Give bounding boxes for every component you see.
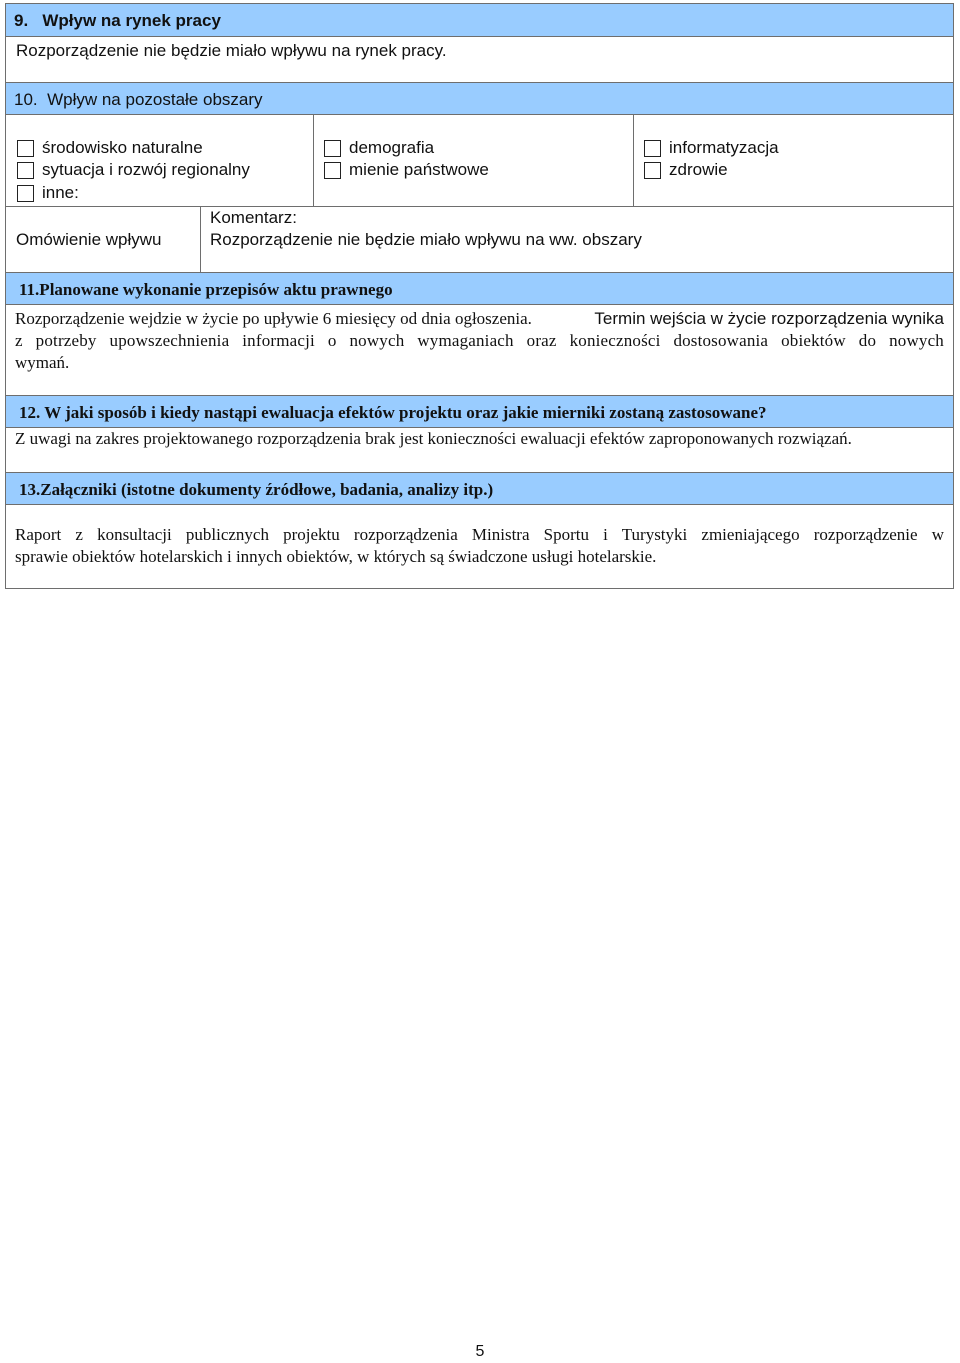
section-11-header bbox=[6, 272, 953, 305]
section-12-header bbox=[6, 395, 953, 428]
checkbox-zdrowie[interactable] bbox=[644, 162, 661, 179]
checkbox-label: sytuacja i rozwój regionalny bbox=[42, 160, 250, 179]
section-11-line1: Rozporządzenie wejdzie w życie po upływie 6 miesięcy od dnia ogłoszenia. bbox=[15, 309, 532, 328]
checkbox-mienie[interactable] bbox=[324, 162, 341, 179]
section-9-text: Rozporządzenie nie będzie miało wpływu na rynek pracy. bbox=[16, 41, 447, 60]
checkbox-label: demografia bbox=[349, 138, 435, 157]
checkbox-label: informatyzacja bbox=[669, 138, 779, 157]
section-13-line1: Raport z konsultacji publicznych projektu rozporządzenia Ministra Sportu i Turystyki zmieniającego rozporządzenie w bbox=[15, 525, 944, 544]
divider bbox=[313, 115, 314, 207]
checkbox-label: inne: bbox=[42, 183, 79, 202]
section-9-title: 9. Wpływ na rynek pracy bbox=[14, 11, 221, 30]
checkbox-sytuacja[interactable] bbox=[17, 162, 34, 179]
checkbox-label: zdrowie bbox=[669, 160, 728, 179]
divider bbox=[200, 206, 201, 272]
section-10-header bbox=[6, 82, 953, 115]
section-13-line2: sprawie obiektów hotelarskich i innych obiektów, w których są świadczone usługi hotelarskie. bbox=[15, 547, 657, 566]
section-13-text bbox=[15, 524, 944, 568]
divider bbox=[6, 206, 953, 207]
checkbox-demografia[interactable] bbox=[324, 140, 341, 157]
checkbox-label: mienie państwowe bbox=[349, 160, 489, 179]
section-11-line1b: Termin wejścia w życie rozporządzenia wynika bbox=[594, 309, 944, 328]
section-11-title: 11.Planowane wykonanie przepisów aktu prawnego bbox=[19, 280, 393, 299]
assessment-form bbox=[5, 3, 954, 589]
section-13-header bbox=[6, 472, 953, 505]
divider bbox=[633, 115, 634, 207]
section-13-title: 13.Załączniki (istotne dokumenty źródłowe, badania, analizy itp.) bbox=[19, 480, 494, 499]
omowienie-label: Omówienie wpływu bbox=[16, 230, 162, 249]
checkbox-label: środowisko naturalne bbox=[42, 138, 203, 157]
section-12-title: 12. W jaki sposób i kiedy nastąpi ewaluacja efektów projektu oraz jakie mierniki zostaną zastosowane? bbox=[19, 403, 767, 422]
section-12-text: Z uwagi na zakres projektowanego rozporządzenia brak jest konieczności ewaluacji efektów zaproponowanych rozwiązań. bbox=[15, 429, 852, 448]
section-11-text bbox=[15, 308, 944, 374]
checkbox-informatyzacja[interactable] bbox=[644, 140, 661, 157]
page-number: 5 bbox=[475, 1343, 485, 1360]
section-10-title: 10. Wpływ na pozostałe obszary bbox=[14, 90, 263, 109]
checkbox-inne[interactable] bbox=[17, 185, 34, 202]
section-11-line3: wymań. bbox=[15, 353, 70, 372]
section-9-header bbox=[6, 4, 953, 37]
section-11-line2: z potrzeby upowszechnienia informacji o nowych wymaganiach oraz konieczności dostosowania obiektów do nowych bbox=[15, 331, 944, 350]
komentarz-label: Komentarz: bbox=[210, 208, 297, 227]
komentarz-text: Rozporządzenie nie będzie miało wpływu na ww. obszary bbox=[210, 230, 642, 249]
checkbox-srodowisko[interactable] bbox=[17, 140, 34, 157]
